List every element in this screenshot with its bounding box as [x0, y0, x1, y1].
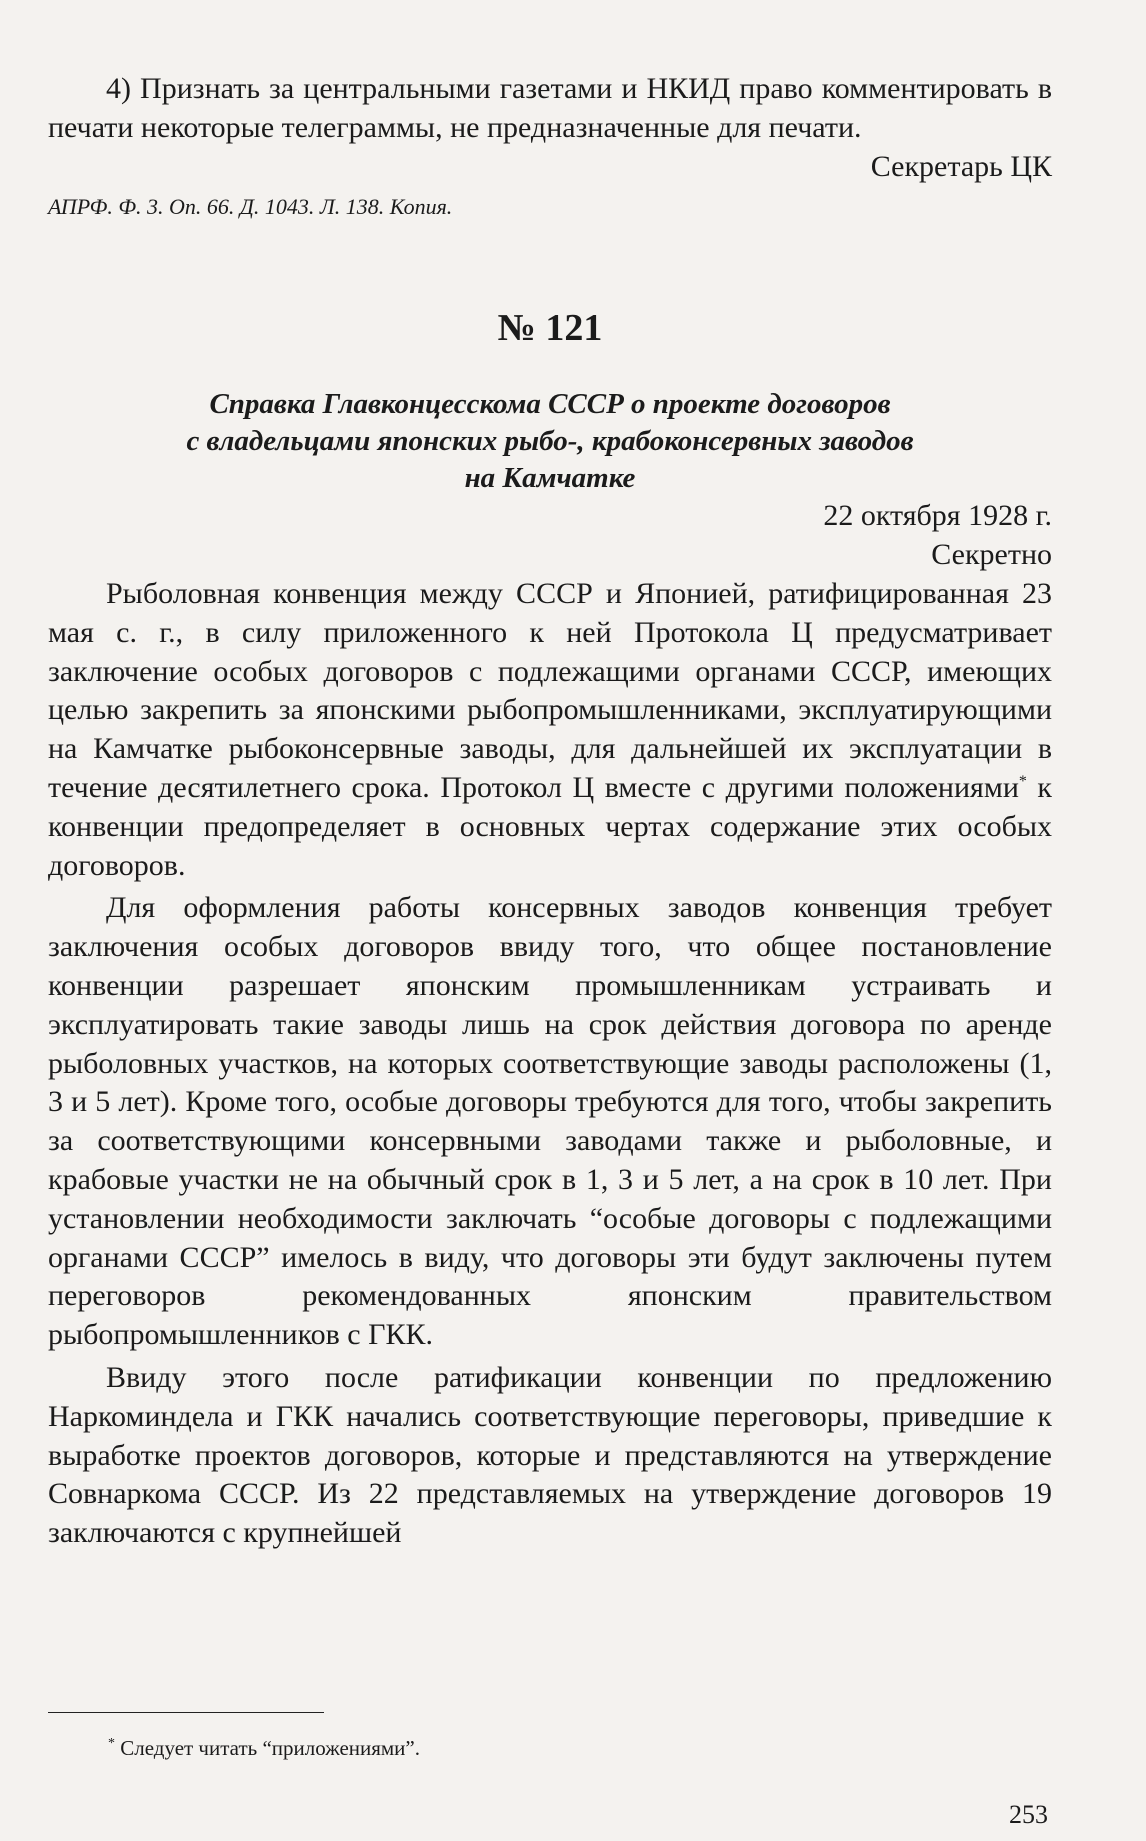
body-paragraph-1-text: Рыболовная конвенция между СССР и Японией, ратифицированная 23 мая с. г., в силу приложенного к ней Протокола Ц предусматривает заключение особых договоров с подлежащими органами СССР, имеющих целью закрепить за японскими рыбопромышленниками, эксплуатирующими на Камчатке рыбоконсервные заводы, для дальнейшей их эксплуатации в течение десятилетнего срока. Протокол Ц вместе с другими положениями — [48, 576, 1052, 804]
footnote — [108, 1730, 420, 1762]
document-title — [48, 386, 1052, 497]
footnote-divider — [48, 1712, 324, 1713]
document-title-line: на Камчатке — [464, 462, 636, 495]
document-number: № 121 — [497, 307, 603, 350]
page-number: 253 — [1009, 1800, 1048, 1829]
archive-source: АПРФ. Ф. 3. Оп. 66. Д. 1043. Л. 138. Копия. — [48, 194, 453, 220]
footnote-text: Следует читать “приложениями”. — [115, 1736, 420, 1760]
point-4-paragraph: 4) Признать за центральными газетами и НКИД право комментировать в печати некоторые телеграммы, не предназначенные для печати. — [48, 72, 1052, 144]
footnote-mark: * — [108, 1736, 115, 1751]
document-page — [48, 70, 1053, 1829]
document-date: 22 октября 1928 г. — [823, 499, 1052, 533]
signature: Секретарь ЦК — [870, 149, 1052, 183]
footnote-reference: * — [1018, 772, 1027, 790]
document-title-line: Справка Главконцесскома СССР о проекте договоров — [209, 388, 891, 421]
body-paragraph-2: Для оформления работы консервных заводов конвенция требует заключения особых договоров ввиду того, что общее постановление конвенции разрешает японским промышленникам устраивать и эксплуатировать такие заводы лишь на срок действия договора по аренде рыболовных участков, на которых соответствующие заводы расположены (1, 3 и 5 лет). Кроме того, особые договоры требуются для того, чтобы закрепить за соответствующими консервными заводами также и рыболовные, и крабовые участки не на обычный срок в 1, 3 и 5 лет, а на срок в 10 лет. При установлении необходимости заключать “особые договоры с подлежащими органами СССР” имелось в виду, что договоры эти будут заключены путем переговоров рекомендованных японским правительством рыбопромышленников с ГКК. — [48, 891, 1052, 1352]
body-paragraph-1 — [48, 575, 1052, 885]
document-title-line: с владельцами японских рыбо-, крабоконсервных заводов — [186, 425, 914, 458]
classification-mark: Секретно — [931, 538, 1052, 572]
body-paragraph-3: Ввиду этого после ратификации конвенции по предложению Наркоминдела и ГКК начались соответствующие переговоры, приведшие к выработке проектов договоров, которые и представляются на утверждение Совнаркома СССР. Из 22 представляемых на утверждение договоров 19 заключаются с крупнейшей — [48, 1360, 1052, 1550]
body-paragraph-1-tail: к конвенции предопределяет в основных чертах содержание этих особых договоров. — [48, 770, 1053, 882]
